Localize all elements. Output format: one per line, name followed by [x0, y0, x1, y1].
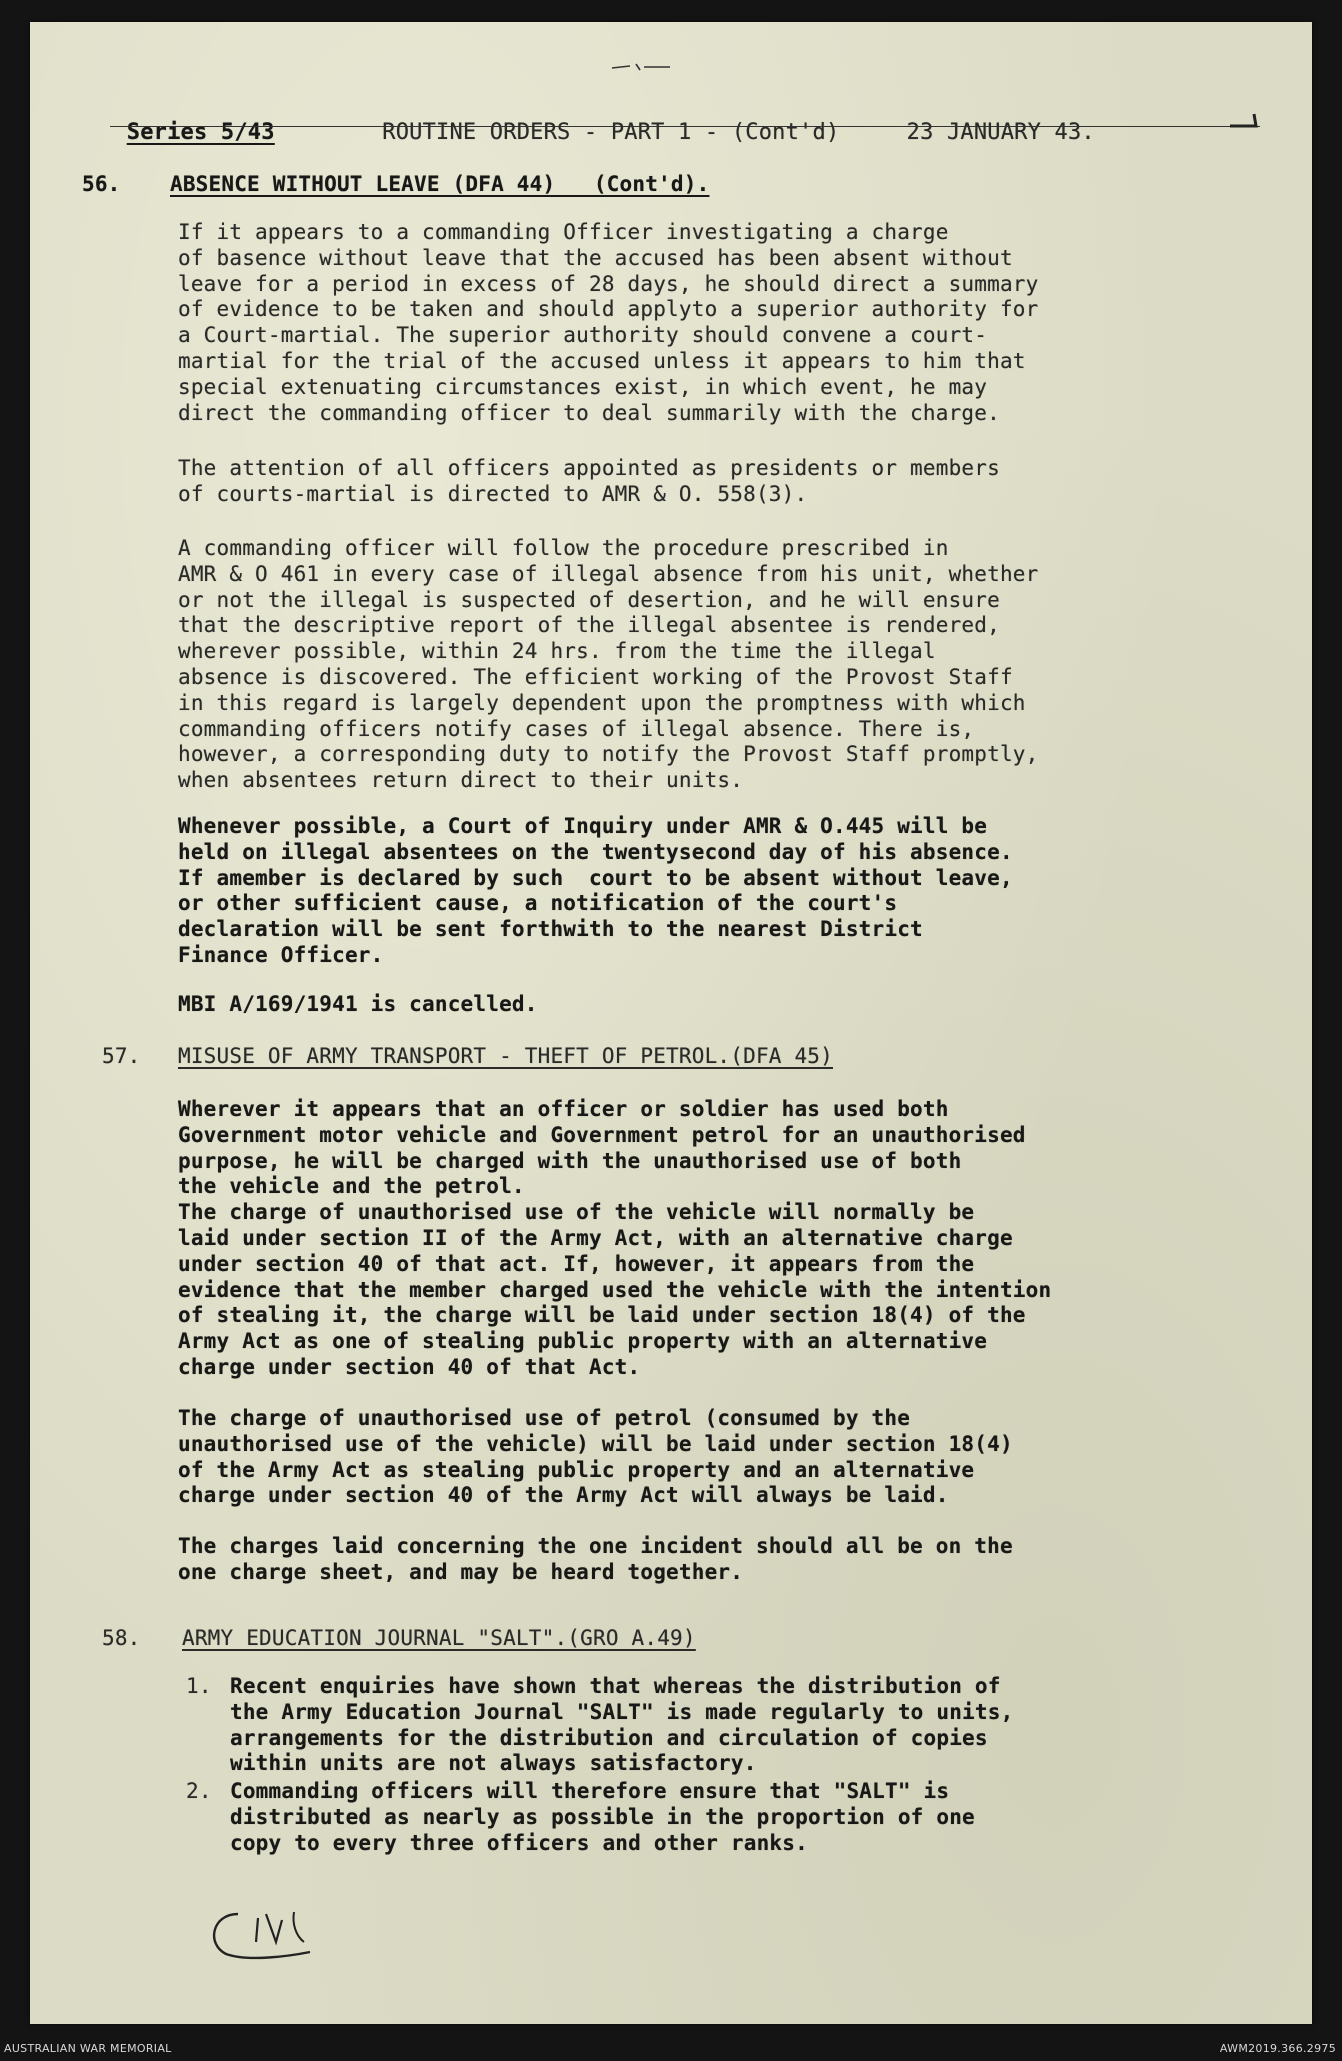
top-pen-mark: [610, 62, 672, 72]
header-rule-end-mark: [1228, 110, 1258, 130]
section-56-paragraph-5: MBI A/169/1941 is cancelled.: [178, 992, 538, 1016]
section-heading-56: ABSENCE WITHOUT LEAVE (DFA 44) (Cont'd).: [170, 172, 710, 196]
section-56-paragraph-3: A commanding officer will follow the procedure prescribed in AMR & O 461 in every case of illegal absence from his unit, whether or not the illegal is suspected of desertion, and he will ensure that the descriptive report of the illegal absentee is rendered, wherever possible, within 24 hrs. from the time the illegal absence is discovered. The efficient working of the Provost Staff in this regard is largely dependent upon the promptness with which commanding officers notify cases of illegal absence. There is, however, a corresponding duty to notify the Provost Staff promptly, when absentees return direct to their units.: [178, 536, 1039, 793]
section-58-item-2-marker: 2.: [186, 1779, 212, 1803]
document-page: [30, 22, 1312, 2024]
header-title: ROUTINE ORDERS - PART 1 - (Cont'd): [382, 119, 840, 145]
section-heading-57: MISUSE OF ARMY TRANSPORT - THEFT OF PETROL.(DFA 45): [178, 1044, 833, 1068]
section-57-paragraph-2: The charge of unauthorised use of petrol (consumed by the unauthorised use of the vehicle) will be laid under section 18(4) of the Army Act as stealing public property and an alternative charge under section 40 of the Army Act will always be laid.: [178, 1406, 1013, 1508]
section-56-paragraph-1: If it appears to a commanding Officer investigating a charge of basence without leave that the accused has been absent without leave for a period in excess of 28 days, he should direct a summary of evidence to be taken and should applyto a superior authority for a Court-martial. The superior authority should convene a court- martial for the trial of the accused unless it appears to him that special extenuating circumstances exist, in which event, he may direct the commanding officer to deal summarily with the charge.: [178, 220, 1039, 425]
section-57-paragraph-1: Wherever it appears that an officer or soldier has used both Government motor vehicle and Government petrol for an unauthorised purpose, he will be charged with the unauthorised use of both the vehicle and the petrol. The charge of unauthorised use of the vehicle will normally be laid under section II of the Army Act, with an alternative charge under section 40 of that act. If, however, it appears from the evidence that the member charged used the vehicle with the intention of stealing it, the charge will be laid under section 18(4) of the Army Act as one of stealing public property with an alternative charge under section 40 of that Act.: [178, 1097, 1052, 1379]
header-date: 23 JANUARY 43.: [906, 119, 1095, 145]
section-57-paragraph-3: The charges laid concerning the one incident should all be on the one charge sheet, and may be heard together.: [178, 1534, 1013, 1584]
footer-institution: AUSTRALIAN WAR MEMORIAL: [4, 2042, 172, 2055]
section-heading-58: ARMY EDUCATION JOURNAL "SALT".(GRO A.49): [182, 1626, 696, 1650]
section-56-paragraph-2: The attention of all officers appointed as presidents or members of courts-martial is directed to AMR & O. 558(3).: [178, 456, 1000, 506]
series-number: Series 5/43: [126, 119, 275, 145]
section-number-58: 58.: [102, 1626, 141, 1650]
page-header: [73, 94, 1095, 171]
section-58-item-1-marker: 1.: [186, 1674, 212, 1698]
section-58-item-2: Commanding officers will therefore ensure that "SALT" is distributed as nearly as possible in the proportion of one copy to every three officers and other ranks.: [230, 1779, 975, 1855]
footer-accession-number: AWM2019.366.2975: [1219, 2042, 1336, 2055]
section-number-56: 56.: [82, 172, 121, 196]
section-number-57: 57.: [102, 1044, 141, 1068]
section-58-item-1: Recent enquiries have shown that whereas the distribution of the Army Education Journal "SALT" is made regularly to units, arrangements for the distribution and circulation of copies within units are not always satisfactory.: [230, 1674, 1014, 1776]
section-56-paragraph-4: Whenever possible, a Court of Inquiry under AMR & O.445 will be held on illegal absentees on the twentysecond day of his absence. If amember is declared by such court to be absent without leave, or other sufficient cause, a notification of the court's declaration will be sent forthwith to the nearest District Finance Officer.: [178, 814, 1013, 967]
header-rule: [110, 126, 1260, 127]
handwritten-initials: [200, 1902, 350, 1972]
